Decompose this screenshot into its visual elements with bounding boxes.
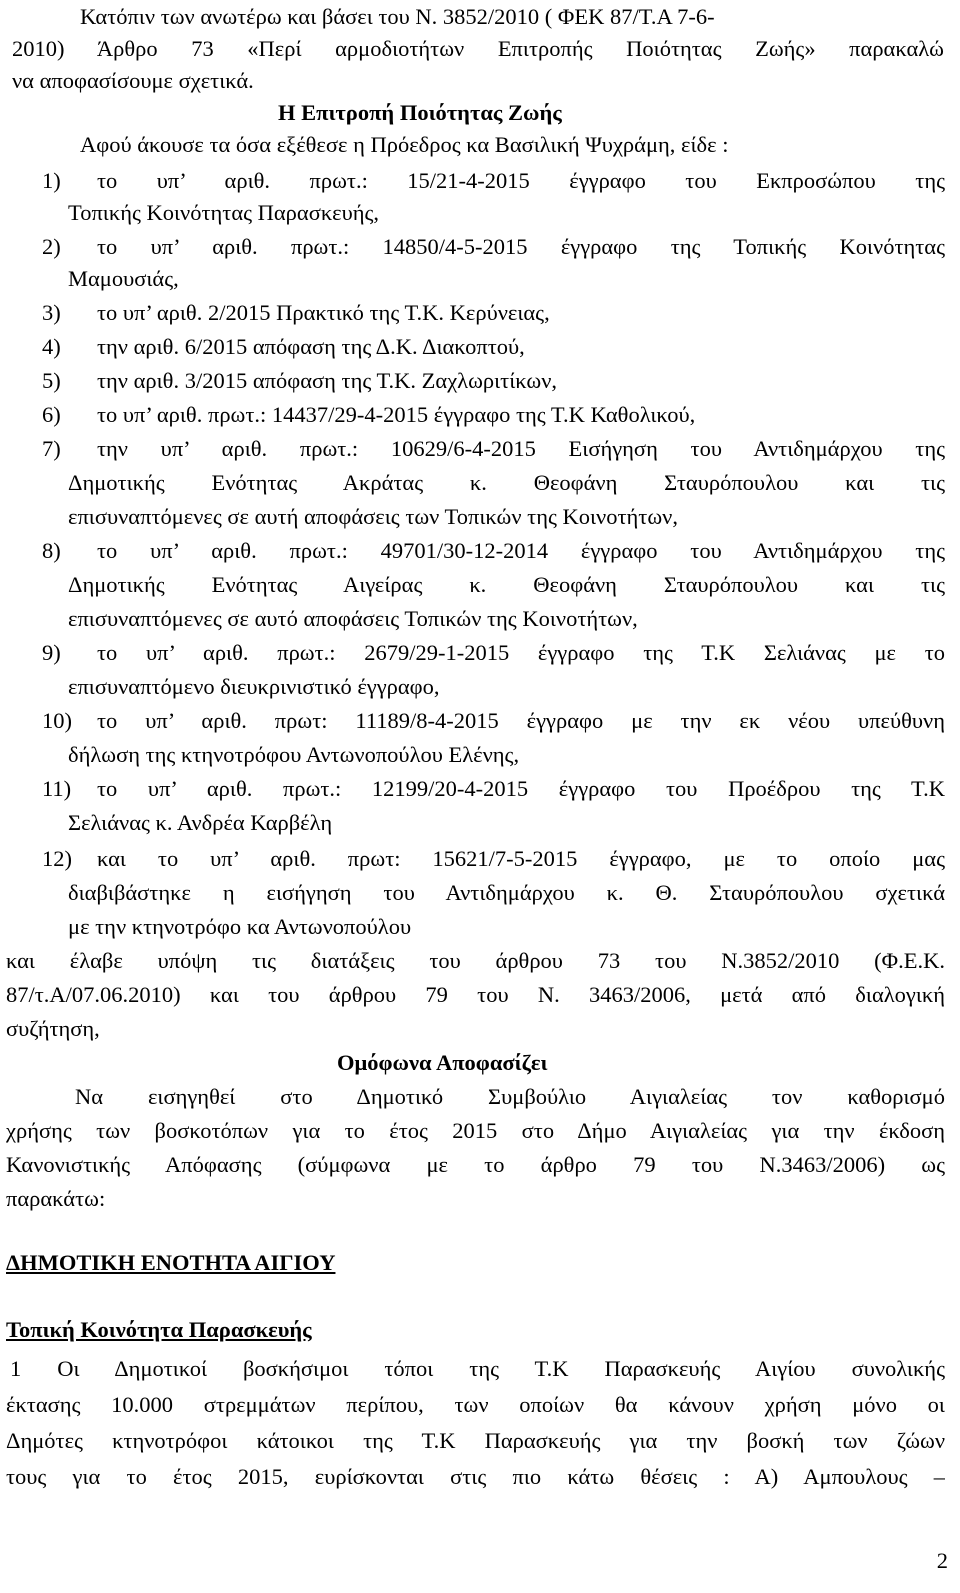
list-item-line: το υπ’ αριθ. πρωτ.: 14437/29-4-2015 έγγραφο της Τ.Κ Καθολικού, [97, 402, 696, 427]
list-item-line: την αριθ. 3/2015 απόφαση της Τ.Κ. Ζαχλωριτίκων, [97, 368, 558, 393]
list-item-line: το υπ’ αριθ. πρωτ.: 12199/20-4-2015 έγγραφο του Προέδρου της Τ.Κ [97, 776, 945, 801]
decision-line-3: Κανονιστικής Απόφασης (σύμφωνα με το άρθρο 79 του Ν.3463/2006) ως [6, 1152, 945, 1177]
intro-line-3: να αποφασίσουμε σχετικά. [12, 68, 254, 93]
list-item-line: το υπ’ αριθ. πρωτ: 11189/8-4-2015 έγγραφο με την εκ νέου υπεύθυνη [97, 708, 945, 733]
list-item-number: 10) [42, 708, 72, 733]
committee-title: Η Επιτροπή Ποιότητας Ζωής [278, 100, 562, 125]
decision-title: Ομόφωνα Αποφασίζει [337, 1050, 548, 1075]
list-item-number: 9) [42, 640, 61, 665]
considered-line-2: 87/τ.Α/07.06.2010) και του άρθρου 79 του Ν. 3463/2006, μετά από διαλογική [6, 982, 945, 1007]
list-item-number: 4) [42, 334, 61, 359]
list-item-line: το υπ’ αριθ. πρωτ.: 15/21-4-2015 έγγραφο του Εκπροσώπου της [97, 168, 945, 193]
considered-line-1: και έλαβε υπόψη τις διατάξεις του άρθρου 73 του Ν.3852/2010 (Φ.Ε.Κ. [6, 948, 945, 973]
list-item-line: Δημοτικής Ενότητας Ακράτας κ. Θεοφάνη Σταυρόπουλου και τις [68, 470, 945, 495]
list-item-number: 5) [42, 368, 61, 393]
list-item-number: 7) [42, 436, 61, 461]
heard-statement: Αφού άκουσε τα όσα εξέθεσε η Πρόεδρος κα Βασιλική Ψυχράμη, είδε : [80, 132, 729, 157]
community-heading: Τοπική Κοινότητα Παρασκευής [6, 1317, 312, 1342]
list-item-line: το υπ’ αριθ. πρωτ.: 2679/29-1-2015 έγγραφο της Τ.Κ Σελιάνας με το [97, 640, 945, 665]
list-item-line: το υπ’ αριθ. πρωτ.: 49701/30-12-2014 έγγραφο του Αντιδημάρχου της [97, 538, 945, 563]
list-item-line: Σελιάνας κ. Ανδρέα Καρβέλη [68, 810, 333, 835]
list-item-number: 3) [42, 300, 61, 325]
list-item-line: δήλωση της κτηνοτρόφου Αντωνοπούλου Ελένης, [68, 742, 520, 767]
decision-line-1: Να εισηγηθεί στο Δημοτικό Συμβούλιο Αιγιαλείας τον καθορισμό [75, 1084, 945, 1109]
list-item-line: την αριθ. 6/2015 απόφαση της Δ.Κ. Διακοπτού, [97, 334, 525, 359]
list-item-line: το υπ’ αριθ. πρωτ.: 14850/4-5-2015 έγγραφο της Τοπικής Κοινότητας [97, 234, 945, 259]
list-item-number: 2) [42, 234, 61, 259]
page-number: 2 [936, 1548, 948, 1573]
list-item-line: επισυναπτόμενο διευκρινιστικό έγγραφο, [68, 674, 440, 699]
list-item-line: Δημοτικής Ενότητας Αιγείρας κ. Θεοφάνη Σταυρόπουλου και τις [68, 572, 945, 597]
list-item-line: την υπ’ αριθ. πρωτ.: 10629/6-4-2015 Εισήγηση του Αντιδημάρχου της [97, 436, 945, 461]
list-item-line: Μαμουσιάς, [68, 266, 179, 291]
final-line-3: Δημότες κτηνοτρόφοι κάτοικοι της Τ.Κ Παρασκευής για την βοσκή των ζώων [6, 1428, 945, 1453]
list-item-line: και το υπ’ αριθ. πρωτ: 15621/7-5-2015 έγγραφο, με το οποίο μας [97, 846, 945, 871]
list-item-line: Τοπικής Κοινότητας Παρασκευής, [68, 200, 380, 225]
list-item-number: 11) [42, 776, 72, 801]
decision-line-4: παρακάτω: [6, 1186, 106, 1211]
list-item-number: 6) [42, 402, 61, 427]
considered-line-3: συζήτηση, [6, 1016, 100, 1041]
list-item-number: 12) [42, 846, 72, 871]
list-item-number: 8) [42, 538, 61, 563]
final-line-4: τους για το έτος 2015, ευρίσκονται στις πιο κάτω θέσεις : Α) Αμπουλους – [6, 1464, 945, 1489]
final-line-1: 1 Οι Δημοτικοί βοσκήσιμοι τόποι της Τ.Κ Παρασκευής Αιγίου συνολικής [10, 1356, 945, 1381]
decision-line-2: χρήσης των βοσκοτόπων για το έτος 2015 στο Δήμο Αιγιαλείας για την έκδοση [6, 1118, 945, 1143]
intro-line-1: Κατόπιν των ανωτέρω και βάσει του Ν. 3852/2010 ( ΦΕΚ 87/Τ.Α 7-6- [80, 4, 715, 29]
list-item-line: διαβιβάστηκε η εισήγηση του Αντιδημάρχου κ. Θ. Σταυρόπουλου σχετικά [68, 880, 945, 905]
list-item-line: επισυναπτόμενες σε αυτή αποφάσεις των Τοπικών της Κοινοτήτων, [68, 504, 678, 529]
list-item-line: με την κτηνοτρόφο κα Αντωνοπούλου [68, 914, 412, 939]
list-item-line: το υπ’ αριθ. 2/2015 Πρακτικό της Τ.Κ. Κερύνειας, [97, 300, 550, 325]
intro-line-2: 2010) Άρθρο 73 «Περί αρμοδιοτήτων Επιτροπής Ποιότητας Ζωής» παρακαλώ [12, 36, 944, 61]
list-item-line: επισυναπτόμενες σε αυτό αποφάσεις Τοπικών της Κοινοτήτων, [68, 606, 638, 631]
unit-heading: ΔΗΜΟΤΙΚΗ ΕΝΟΤΗΤΑ ΑΙΓΙΟΥ [6, 1250, 336, 1275]
final-line-2: έκτασης 10.000 στρεμμάτων περίπου, των οποίων θα κάνουν χρήση μόνο οι [6, 1392, 945, 1417]
list-item-number: 1) [42, 168, 61, 193]
